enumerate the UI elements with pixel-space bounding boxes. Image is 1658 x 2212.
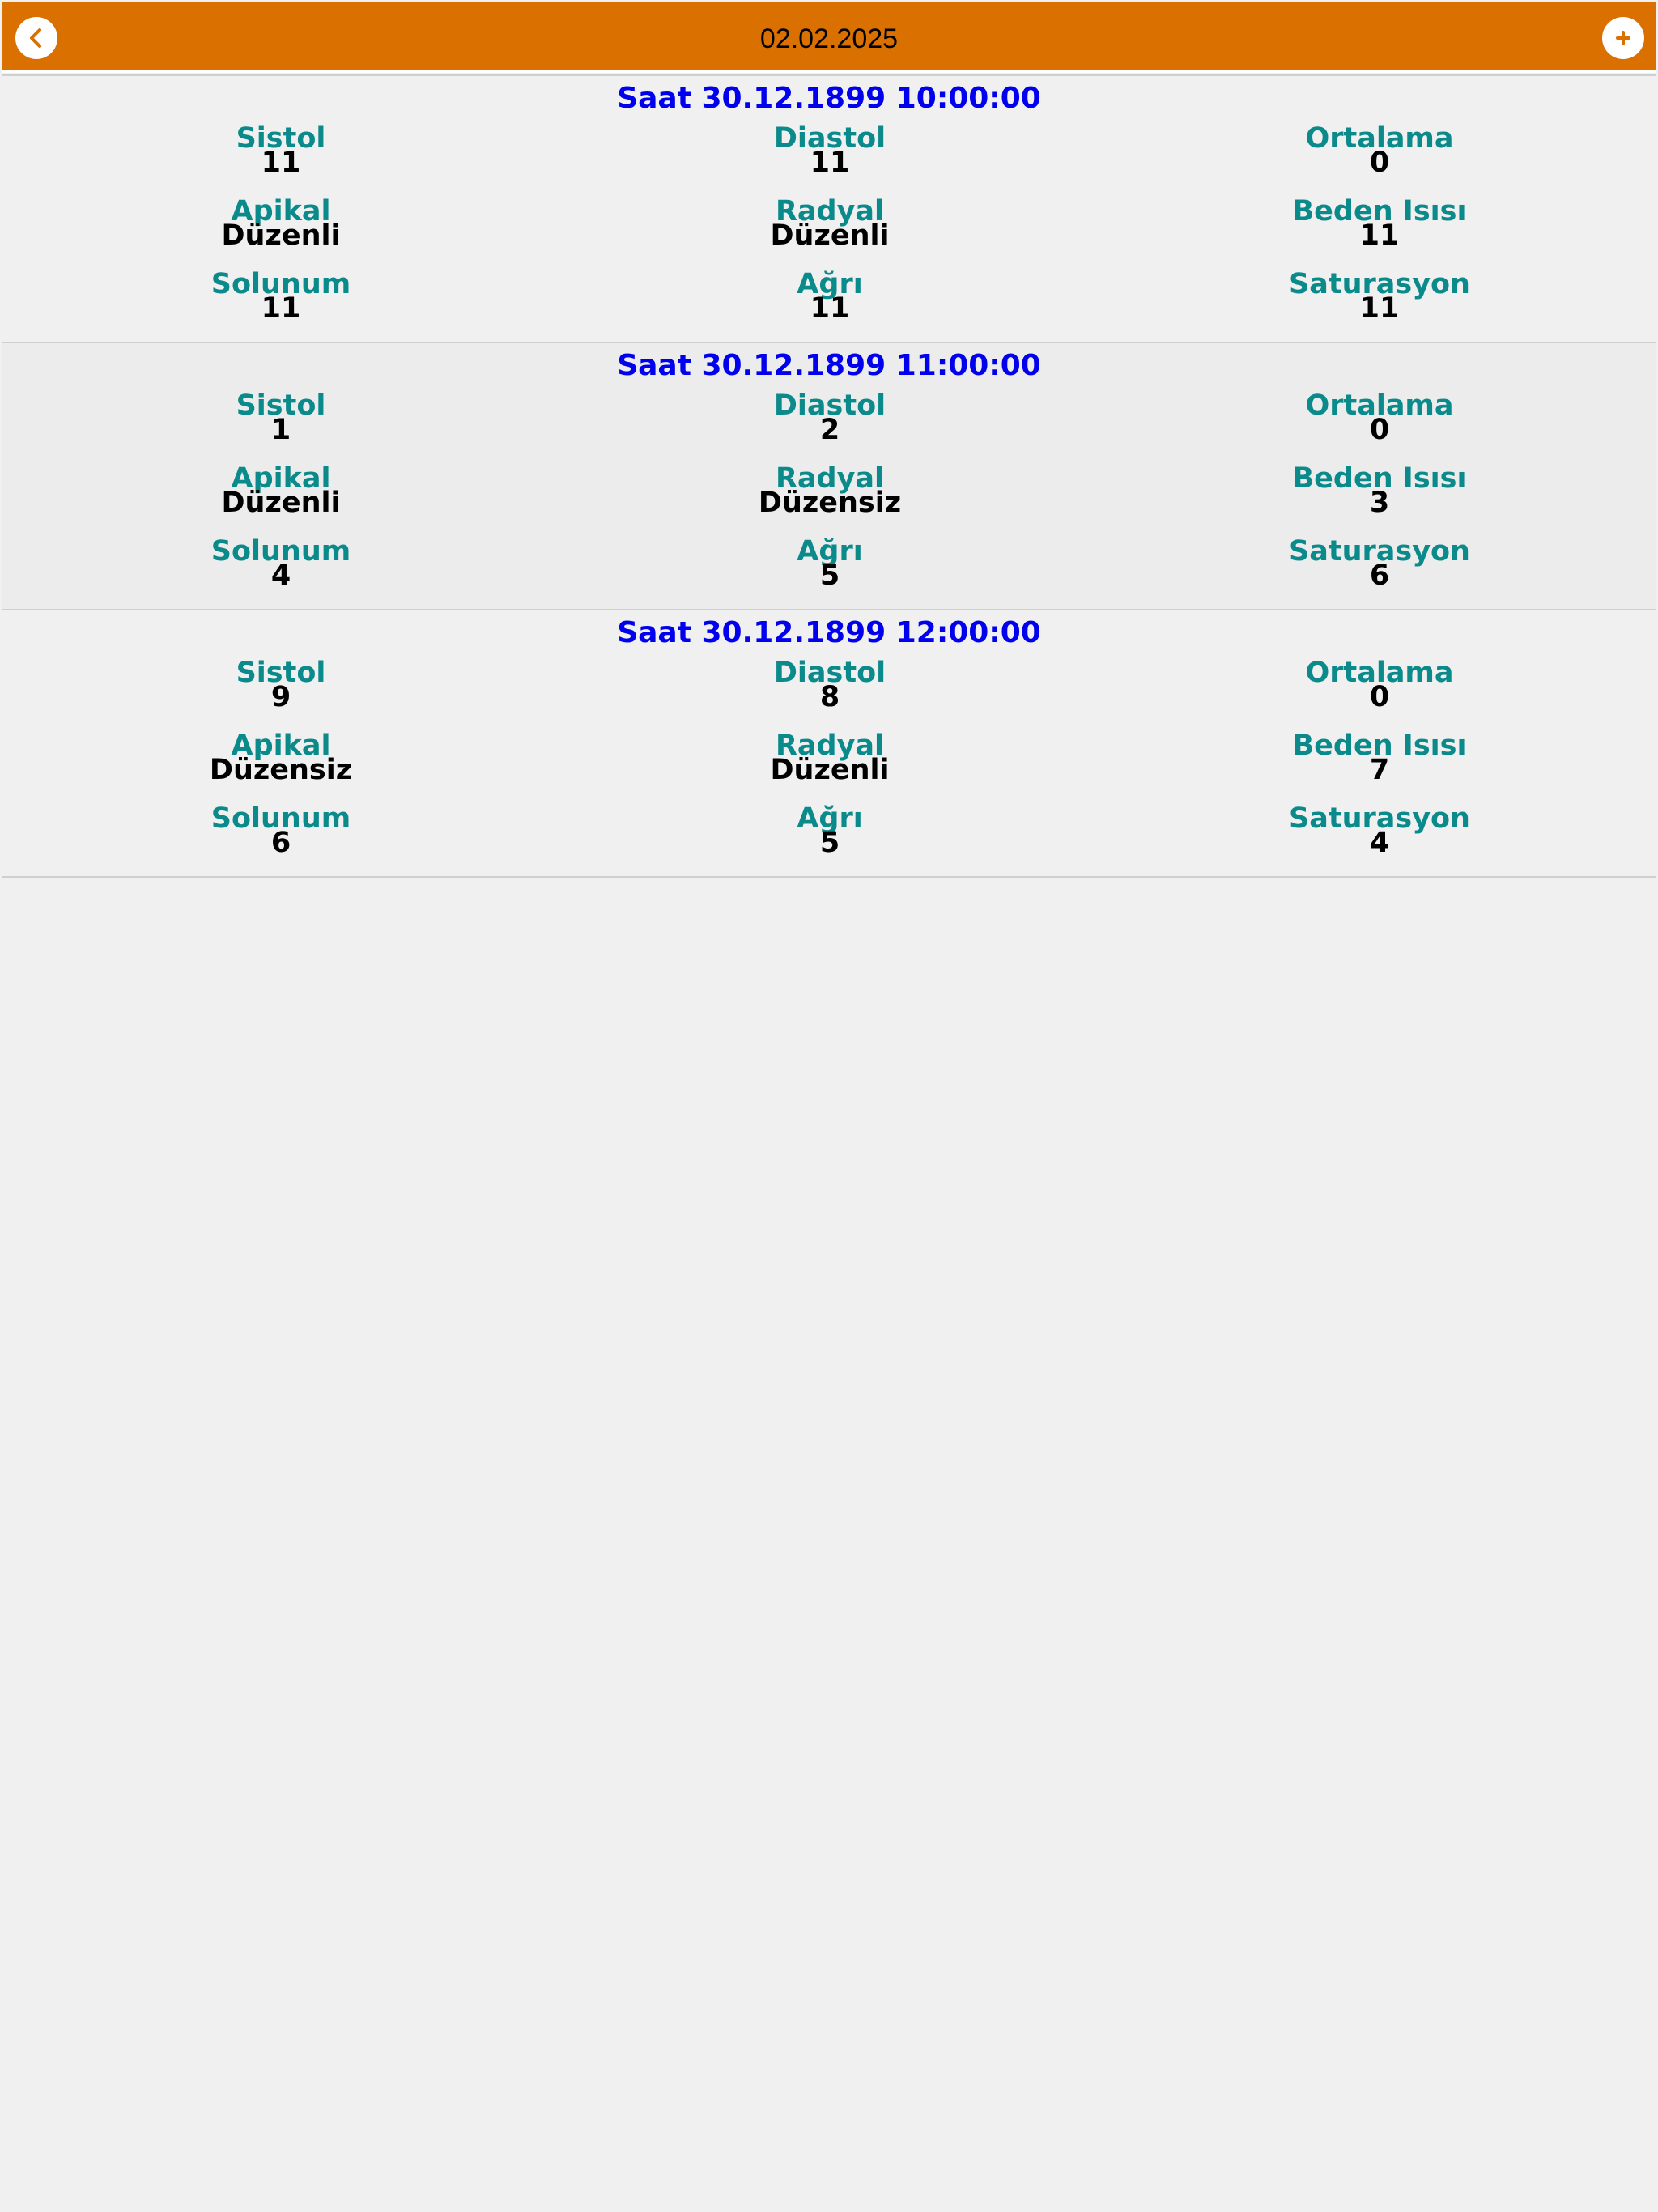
- saturasyon-value: 4: [1369, 827, 1390, 859]
- saturasyon-label: Saturasyon: [1289, 802, 1470, 835]
- plus-icon: [1602, 17, 1644, 59]
- saturasyon-field: [1104, 268, 1655, 325]
- beden-isisi-value: 11: [1359, 219, 1400, 252]
- apikal-value: Düzenli: [221, 487, 341, 519]
- agri-label: Ağrı: [797, 535, 863, 568]
- solunum-field: [6, 535, 556, 592]
- ortalama-label: Ortalama: [1305, 122, 1454, 155]
- agri-value: 11: [810, 292, 850, 325]
- chevron-left-icon: [15, 17, 57, 59]
- solunum-value: 11: [261, 292, 301, 325]
- ortalama-field: [1104, 389, 1655, 446]
- diastol-label: Diastol: [773, 122, 886, 155]
- agri-label: Ağrı: [797, 268, 863, 300]
- beden-isisi-label: Beden Isısı: [1292, 730, 1467, 762]
- vital-signs-list: [2, 74, 1656, 878]
- diastol-field: [555, 389, 1105, 446]
- beden-isisi-field: [1104, 462, 1655, 519]
- sistol-value: 9: [270, 681, 291, 713]
- beden-isisi-field: [1104, 730, 1655, 786]
- beden-isisi-value: 7: [1369, 754, 1390, 786]
- diastol-value: 8: [819, 681, 840, 713]
- saturasyon-label: Saturasyon: [1289, 535, 1470, 568]
- list-item[interactable]: [2, 342, 1656, 609]
- radyal-value: Düzenli: [770, 219, 890, 252]
- diastol-value: 11: [810, 147, 850, 179]
- sistol-field: [6, 122, 556, 179]
- list-item[interactable]: [2, 609, 1656, 878]
- saturasyon-value: 11: [1359, 292, 1400, 325]
- sistol-value: 11: [261, 147, 301, 179]
- agri-field: [555, 268, 1105, 325]
- apikal-field: [6, 195, 556, 252]
- radyal-label: Radyal: [775, 462, 885, 495]
- ortalama-field: [1104, 122, 1655, 179]
- beden-isisi-label: Beden Isısı: [1292, 462, 1467, 495]
- solunum-value: 6: [270, 827, 291, 859]
- back-button[interactable]: [15, 17, 57, 59]
- agri-label: Ağrı: [797, 802, 863, 835]
- sistol-label: Sistol: [236, 389, 326, 422]
- diastol-label: Diastol: [773, 389, 886, 422]
- ortalama-field: [1104, 657, 1655, 713]
- radyal-label: Radyal: [775, 730, 885, 762]
- solunum-label: Solunum: [210, 268, 351, 300]
- agri-field: [555, 535, 1105, 592]
- diastol-field: [555, 122, 1105, 179]
- agri-value: 5: [819, 827, 840, 859]
- solunum-field: [6, 268, 556, 325]
- apikal-field: [6, 730, 556, 786]
- nav-header: [2, 2, 1656, 73]
- diastol-field: [555, 657, 1105, 713]
- sistol-field: [6, 657, 556, 713]
- apikal-label: Apikal: [231, 730, 331, 762]
- record-time: Saat 30.12.1899 10:00:00: [617, 82, 1041, 115]
- apikal-value: Düzenli: [221, 219, 341, 252]
- radyal-field: [555, 195, 1105, 252]
- radyal-field: [555, 462, 1105, 519]
- radyal-value: Düzenli: [770, 754, 890, 786]
- list-item[interactable]: [2, 74, 1656, 342]
- record-time: Saat 30.12.1899 12:00:00: [617, 616, 1041, 649]
- solunum-label: Solunum: [210, 535, 351, 568]
- sistol-value: 1: [270, 414, 291, 446]
- diastol-value: 2: [819, 414, 840, 446]
- saturasyon-field: [1104, 535, 1655, 592]
- ortalama-value: 0: [1369, 414, 1390, 446]
- apikal-label: Apikal: [231, 195, 331, 228]
- add-button[interactable]: [1602, 17, 1644, 59]
- ortalama-label: Ortalama: [1305, 389, 1454, 422]
- agri-field: [555, 802, 1105, 859]
- radyal-field: [555, 730, 1105, 786]
- saturasyon-label: Saturasyon: [1289, 268, 1470, 300]
- agri-value: 5: [819, 559, 840, 592]
- apikal-label: Apikal: [231, 462, 331, 495]
- record-time: Saat 30.12.1899 11:00:00: [617, 349, 1041, 382]
- radyal-value: Düzensiz: [758, 487, 902, 519]
- saturasyon-value: 6: [1369, 559, 1390, 592]
- diastol-label: Diastol: [773, 657, 886, 689]
- ortalama-label: Ortalama: [1305, 657, 1454, 689]
- page-title: 02.02.2025: [759, 23, 899, 54]
- apikal-value: Düzensiz: [209, 754, 353, 786]
- solunum-label: Solunum: [210, 802, 351, 835]
- beden-isisi-label: Beden Isısı: [1292, 195, 1467, 228]
- saturasyon-field: [1104, 802, 1655, 859]
- sistol-label: Sistol: [236, 122, 326, 155]
- solunum-value: 4: [270, 559, 291, 592]
- sistol-field: [6, 389, 556, 446]
- sistol-label: Sistol: [236, 657, 326, 689]
- radyal-label: Radyal: [775, 195, 885, 228]
- solunum-field: [6, 802, 556, 859]
- beden-isisi-field: [1104, 195, 1655, 252]
- apikal-field: [6, 462, 556, 519]
- ortalama-value: 0: [1369, 681, 1390, 713]
- ortalama-value: 0: [1369, 147, 1390, 179]
- beden-isisi-value: 3: [1369, 487, 1390, 519]
